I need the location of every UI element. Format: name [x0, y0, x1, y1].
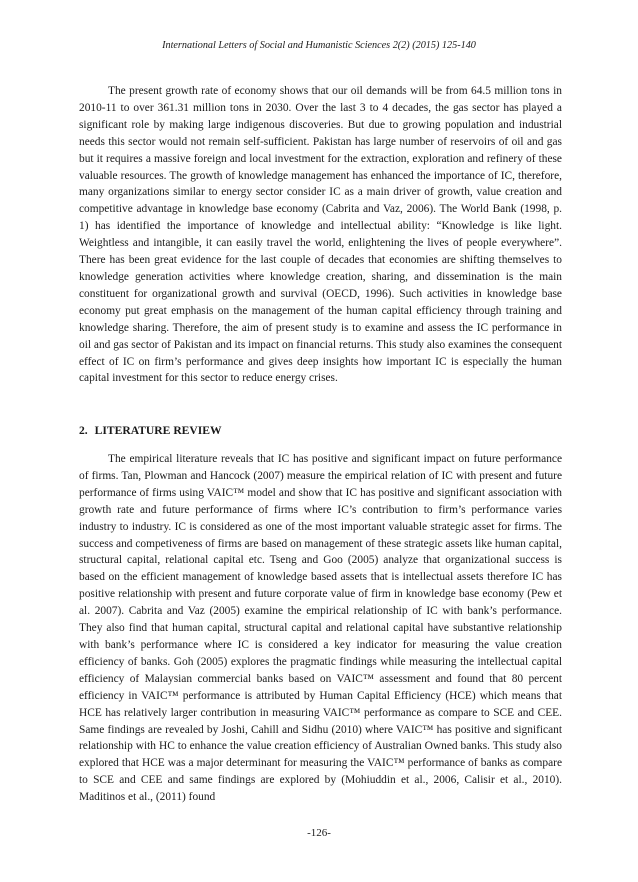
page-number: -126- — [307, 827, 331, 839]
body-paragraph-2: The empirical literature reveals that IC has positive and significant impact on future performance of firms. Tan, Plowman and Hancock (2007) measure the empirical relation of IC with present and future performance of firms using VAIC™ model and show that IC has positive and significant association with growth rate and future performance of firms where IC’s contribution to firm’s performance varies industry to industry. IC is considered as one of the most important valuable strategic asset for firms. The success and competiveness of firms are based on management of these strategic assets like human capital, structural capital, relational capital etc. Tseng and Goo (2005) analyze that organizational success is based on the efficient management of knowledge based assets that is intellectual assets therefore IC has positive relationship with present and future corporate value of firm in knowledge base economy (Pew et al. 2007). Cabrita and Vaz (2005) examine the empirical relationship of IC with bank’s performance. They also find that human capital, structural capital and relational capital have substantive relationship with bank’s performance where IC is considered a key indicator for measuring the value creation efficiency of banks. Goh (2005) explores the pragmatic findings while measuring the intellectual capital efficiency of Malaysian commercial banks based on VAIC™ assessment and found that 80 percent efficiency in VAIC™ performance is attributed by Human Capital Efficiency (HCE) which means that HCE has relatively larger contribution in measuring VAIC™ performance as compare to SCE and CEE. Same findings are revealed by Joshi, Cahill and Sidhu (2010) where VAIC™ has positive and significant relationship with HC to enhance the value creation efficiency of Australian Owned banks. This study also explored that HCE was a major determinant for measuring the VAIC™ performance of banks as compare to SCE and CEE and same findings are explored by (Mohiuddin et al., 2006, Calisir et al., 2010). Maditinos et al., (2011) found — [79, 453, 562, 804]
section-heading — [79, 423, 222, 438]
section-number: 2. — [79, 424, 88, 437]
running-head: International Letters of Social and Humanistic Sciences 2(2) (2015) 125-140 — [162, 40, 476, 51]
body-paragraph-1: The present growth rate of economy shows that our oil demands will be from 64.5 million tons in 2010-11 to over 361.31 million tons in 2030. Over the last 3 to 4 decades, the gas sector has played a significant role by making large indigenous discoveries. But due to growing population and industrial needs this sector would not remain self-sufficient. Pakistan has large number of reservoirs of oil and gas but it requires a massive foreign and local investment for the extraction, exploration and refinery of these valuable resources. The growth of knowledge management has enhanced the importance of IC, therefore, many organizations similar to energy sector consider IC as a main driver of growth, value creation and competitive advantage in knowledge base economy (Cabrita and Vaz, 2006). The World Bank (1998, p. 1) has identified the importance of knowledge and intellectual ability: “Knowledge is like light. Weightless and intangible, it can easily travel the world, enlightening the lives of people everywhere”. There has been great evidence for the last couple of decades that economies are shifting themselves to knowledge generation activities where knowledge creation, sharing, and dissemination is the main constituent for organizational growth and survival (OECD, 1996). Such activities in knowledge base economy put great emphasis on the management of the human capital efficiency through training and knowledge sharing. Therefore, the aim of present study is to examine and assess the IC performance in oil and gas sector of Pakistan and its impact on financial returns. This study also examines the consequent effect of IC on firm’s performance and gives deep insights how important IC is especially the human capital investment for this sector to reduce energy crises. — [79, 85, 562, 385]
section-title: LITERATURE REVIEW — [94, 424, 222, 437]
